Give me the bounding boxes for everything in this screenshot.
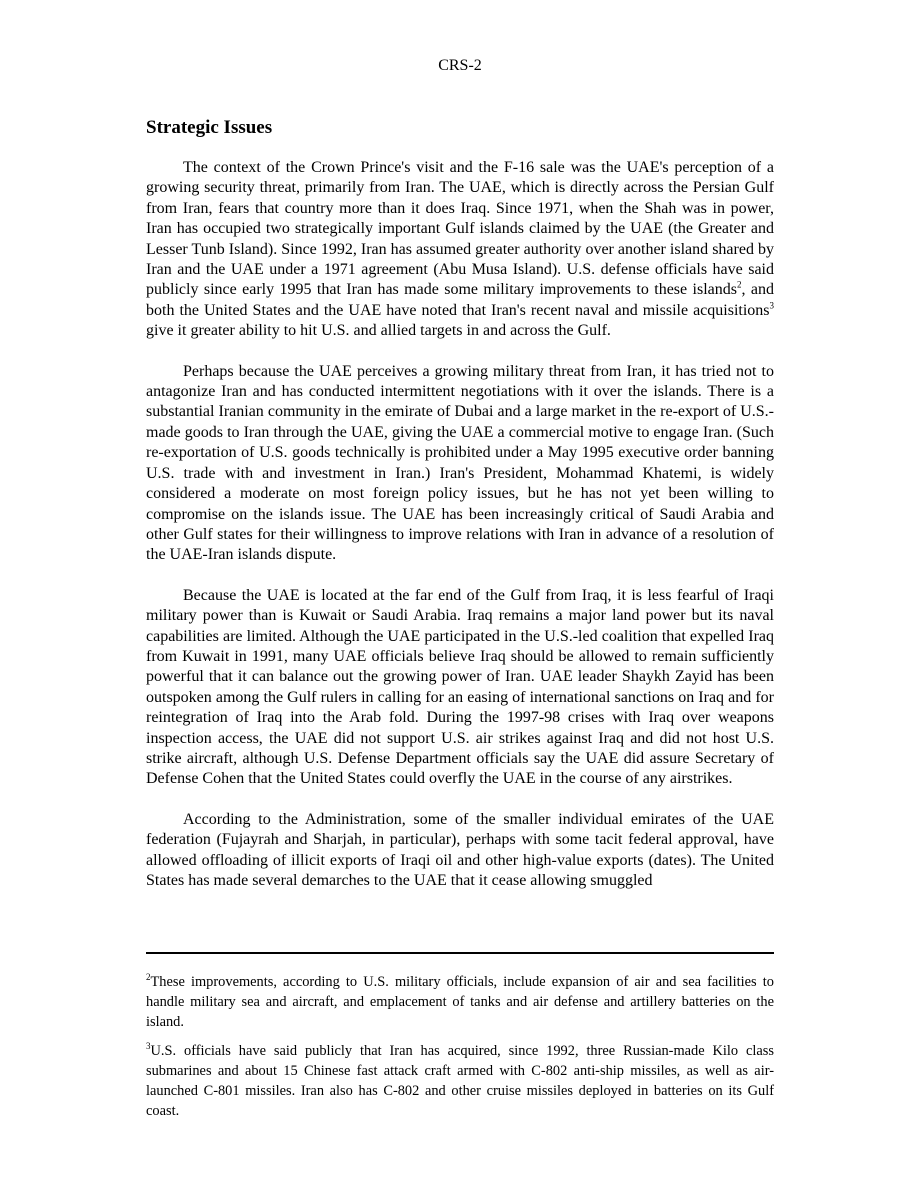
main-content — [146, 116, 774, 911]
footnote-3 — [146, 1041, 774, 1121]
paragraph-2: Perhaps because the UAE perceives a growing military threat from Iran, it has tried not to antagonize Iran and has conducted intermittent negotiations with it over the islands. There is a substantial Iranian community in the emirate of Dubai and a large market in the re-export of U.S.-made goods to Iran through the UAE, giving the UAE a commercial motive to engage Iran. (Such re-exportation of U.S. goods technically is prohibited under a May 1995 executive order banning U.S. trade with and investment in Iran.) Iran's President, Mohammad Khatemi, is widely considered a moderate on most foreign policy issues, but he has not yet been willing to compromise on the islands issue. The UAE has been increasingly critical of Saudi Arabia and other Gulf states for their willingness to improve relations with Iran in advance of a resolution of the UAE-Iran islands dispute. — [146, 362, 774, 564]
footnote-3-text: U.S. officials have said publicly that Iran has acquired, since 1992, three Russian-made Kilo class submarines and about 15 Chinese fast attack craft armed with C-802 anti-ship missiles, as well as air-launched C-801 missiles. Iran also has C-802 and other cruise missiles deployed in batteries on its Gulf coast. — [146, 1043, 774, 1119]
footnote-2 — [146, 972, 774, 1032]
paragraph-1-text-b: , and both the United States and the UAE have noted that Iran's recent naval and missile acquisitions — [146, 281, 775, 319]
paragraph-4: According to the Administration, some of the smaller individual emirates of the UAE federation (Fujayrah and Sharjah, in particular), perhaps with some tacit federal approval, have allowed offloading of illicit exports of Iraqi oil and other high-value exports (dates). The United States has made several demarches to the UAE that it cease allowing smuggled — [146, 810, 774, 889]
paragraph-1-text-c: give it greater ability to hit U.S. and allied targets in and across the Gulf. — [146, 322, 611, 340]
footnote-separator — [146, 952, 774, 954]
paragraph-3: Because the UAE is located at the far end of the Gulf from Iraq, it is less fearful of Iraqi military power than is Kuwait or Saudi Arabia. Iraq remains a major land power but its naval capabilities are limited. Although the UAE participated in the U.S.-led coalition that expelled Iraq from Kuwait in 1991, many UAE officials believe Iraq should be allowed to remain sufficiently powerful that it can balance out the growing power of Iran. UAE leader Shaykh Zayid has been outspoken among the Gulf rulers in calling for an easing of international sanctions on Iraq and for reintegration of Iraq into the Arab fold. During the 1997-98 crises with Iraq over weapons inspection access, the UAE did not support U.S. air strikes against Iraq and did not host U.S. strike aircraft, although U.S. Defense Department officials say the UAE did assure Secretary of Defense Cohen that the United States could overfly the UAE in the course of any airstrikes. — [146, 586, 774, 788]
footnote-ref-3[interactable]: 3 — [769, 300, 774, 311]
paragraph-1-text-a: The context of the Crown Prince's visit and the F-16 sale was the UAE's perception of a growing security threat, primarily from Iran. The UAE, which is directly across the Persian Gulf from Iran, fears that country more than it does Iraq. Since 1971, when the Shah was in power, Iran has occupied two strategically important Gulf islands claimed by the UAE (the Greater and Lesser Tunb Island). Since 1992, Iran has assumed greater authority over another island shared by Iran and the UAE under a 1971 agreement (Abu Musa Island). U.S. defense officials have said publicly since early 1995 that Iran has made some military improvements to these islands — [146, 159, 774, 299]
footnote-2-number: 2 — [146, 972, 151, 983]
footnotes — [146, 972, 774, 1130]
paragraph-1 — [146, 158, 774, 342]
page-number: CRS-2 — [438, 57, 482, 74]
section-heading: Strategic Issues — [146, 117, 273, 138]
footnote-ref-2[interactable]: 2 — [737, 280, 742, 291]
footnote-3-number: 3 — [146, 1041, 151, 1052]
footnote-2-text: These improvements, according to U.S. military officials, include expansion of air and sea facilities to handle military sea and aircraft, and emplacement of tanks and air defense and artillery batteries on the island. — [146, 974, 774, 1030]
